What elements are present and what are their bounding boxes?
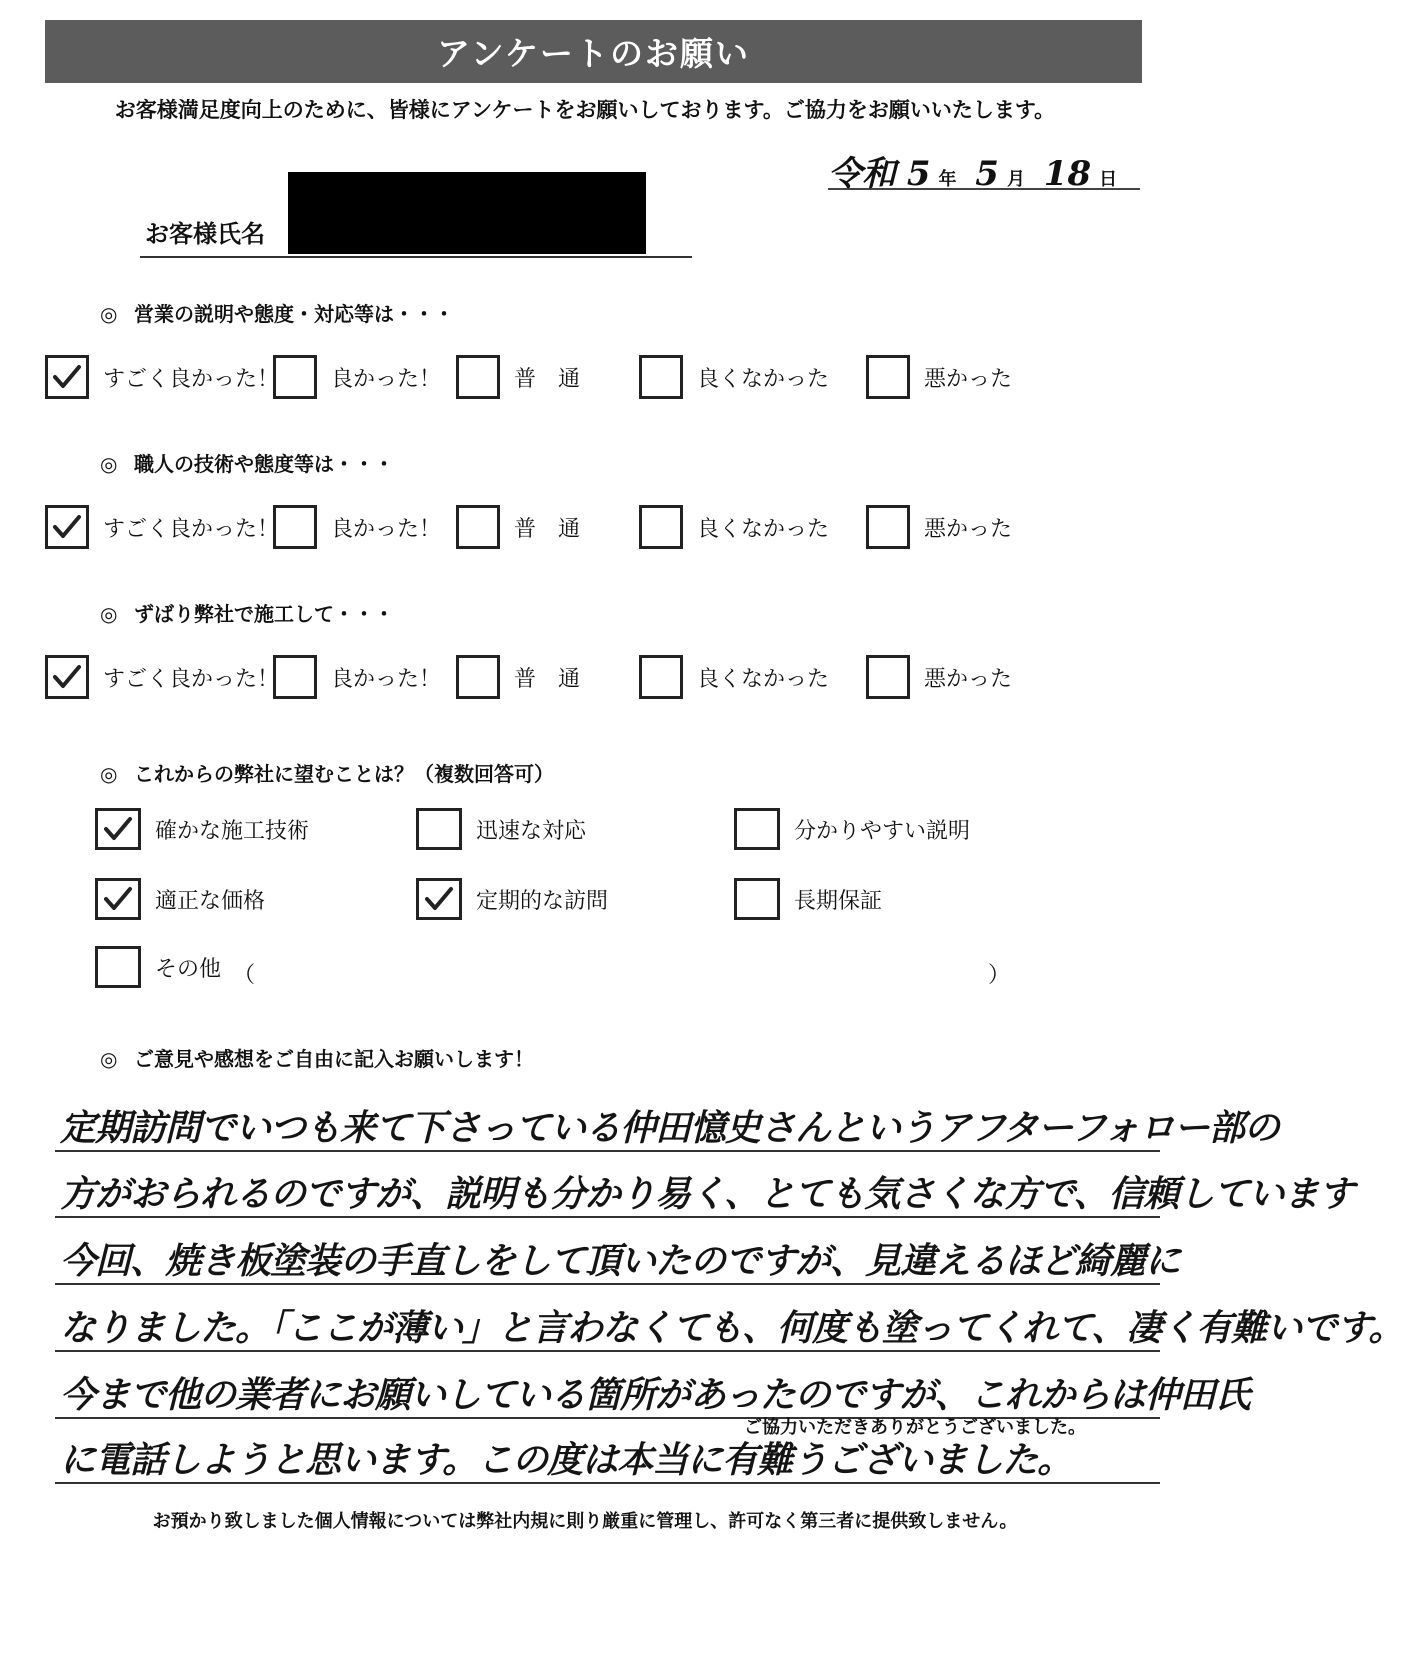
rating-option[interactable] <box>639 505 829 549</box>
wish-option[interactable] <box>416 808 586 850</box>
wish-option-label: 分かりやすい説明 <box>794 818 971 844</box>
checkbox-checked[interactable] <box>45 655 89 699</box>
checkmark-icon <box>424 886 454 912</box>
comment-underline <box>55 1283 1160 1285</box>
rating-option[interactable] <box>456 505 580 549</box>
wish-option[interactable] <box>734 808 970 850</box>
wish-option-label: 長期保証 <box>794 888 883 914</box>
rating-option-label: すごく良かった！ <box>103 366 280 392</box>
rating-option-label: すごく良かった！ <box>103 666 280 692</box>
checkbox[interactable] <box>639 505 683 549</box>
comments-heading: ◎ ご意見や感想をご自由に記入お願いします！ <box>100 1047 534 1071</box>
rating-option[interactable] <box>639 355 829 399</box>
wish-option[interactable] <box>95 878 265 920</box>
rating-option[interactable] <box>273 655 441 699</box>
checkbox[interactable] <box>95 946 141 988</box>
date-day: 18 <box>1043 154 1092 194</box>
wish-option-label: 確かな施工技術 <box>155 818 310 844</box>
rating-option-label: 良くなかった <box>697 516 830 542</box>
comment-line-text: 今まで他の業者にお願いしている箇所があったのですが、これからは仲田氏 <box>60 1374 1250 1416</box>
checkbox[interactable] <box>866 355 910 399</box>
rating-option-label: 良かった！ <box>331 666 442 692</box>
comment-underline <box>55 1150 1160 1152</box>
rating-option-label: 良かった！ <box>331 366 442 392</box>
customer-name-underline <box>140 256 692 258</box>
checkbox[interactable] <box>456 505 500 549</box>
rating-option[interactable] <box>273 505 441 549</box>
checkmark-icon <box>52 514 82 540</box>
rating-option-label: 悪かった <box>924 666 1013 692</box>
rating-option-label: 普 通 <box>514 666 581 692</box>
checkbox[interactable] <box>734 878 780 920</box>
checkbox[interactable] <box>866 505 910 549</box>
rating-option[interactable] <box>866 355 1012 399</box>
comment-underline <box>55 1482 1160 1484</box>
customer-name-label: お客様氏名 <box>145 220 265 248</box>
rating-option-label: 良くなかった <box>697 666 830 692</box>
checkbox[interactable] <box>639 655 683 699</box>
rating-option-label: すごく良かった！ <box>103 516 280 542</box>
checkbox[interactable] <box>734 808 780 850</box>
question-heading-text: 職人の技術や態度等は・・・ <box>134 452 394 476</box>
question-heading-text: 営業の説明や態度・対応等は・・・ <box>134 302 454 326</box>
comment-line-text: 今回、焼き板塗装の手直しをして頂いたのですが、見違えるほど綺麗に <box>60 1240 1181 1282</box>
rating-option-label: 悪かった <box>924 516 1013 542</box>
double-circle-icon: ◎ <box>100 452 118 476</box>
double-circle-icon: ◎ <box>100 602 118 626</box>
question-heading <box>100 448 394 477</box>
wish-option[interactable] <box>734 878 882 920</box>
rating-option-label: 良くなかった <box>697 366 830 392</box>
double-circle-icon: ◎ <box>100 302 118 326</box>
wish-option-label: 迅速な対応 <box>476 818 587 844</box>
intro-text: お客様満足度向上のために、皆様にアンケートをお願いしております。ご協力をお願いいたします。 <box>114 98 1056 122</box>
checkmark-icon <box>103 816 133 842</box>
checkbox[interactable] <box>416 808 462 850</box>
wish-option[interactable] <box>95 946 221 988</box>
checkbox-checked[interactable] <box>95 808 141 850</box>
wish-option[interactable] <box>95 808 309 850</box>
wishes-heading: ◎ これからの弊社に望むことは？（複数回答可） <box>100 762 554 786</box>
question-heading-text: ずばり弊社で施工して・・・ <box>134 602 394 626</box>
rating-option-label: 良かった！ <box>331 516 442 542</box>
rating-option-label: 普 通 <box>514 366 581 392</box>
rating-option[interactable] <box>456 655 580 699</box>
rating-option[interactable] <box>45 355 279 399</box>
rating-option-label: 悪かった <box>924 366 1013 392</box>
checkmark-icon <box>52 364 82 390</box>
rating-option[interactable] <box>273 355 441 399</box>
checkmark-icon <box>103 886 133 912</box>
wish-option[interactable] <box>416 878 608 920</box>
date-month: 5 <box>975 154 999 194</box>
checkbox[interactable] <box>866 655 910 699</box>
question-heading <box>100 598 394 627</box>
rating-option-label: 普 通 <box>514 516 581 542</box>
date-year: 5 <box>906 154 931 194</box>
checkbox[interactable] <box>273 655 317 699</box>
privacy-notice: お預かり致しました個人情報については弊社内規に則り厳重に管理し、許可なく第三者に提供致しません。 <box>152 1511 1018 1532</box>
double-circle-icon: ◎ <box>100 1047 118 1071</box>
rating-option[interactable] <box>866 655 1012 699</box>
comment-line-text: に電話しようと思います。この度は本当に有難うございました。 <box>60 1439 1073 1481</box>
comment-line-text: 方がおられるのですが、説明も分かり易く、とても気さくな方で、信頼しています <box>60 1173 1354 1215</box>
checkbox-checked[interactable] <box>45 355 89 399</box>
rating-option[interactable] <box>45 655 279 699</box>
date-era: 令和 <box>828 154 896 194</box>
wish-option-label: 定期的な訪問 <box>476 888 609 914</box>
thanks-text: ご協力いただきありがとうございました。 <box>744 1417 1086 1438</box>
date-year-unit: 年 <box>938 169 957 190</box>
checkmark-icon <box>52 664 82 690</box>
survey-title: アンケートのお願い <box>45 20 1142 83</box>
checkbox-checked[interactable] <box>416 878 462 920</box>
date-field[interactable] <box>828 146 1140 194</box>
other-paren-open: （ <box>233 963 256 988</box>
comment-line-text: なりました。「ここが薄い」と言わなくても、何度も塗ってくれて、凄く有難いです。 <box>60 1307 1403 1349</box>
other-paren-close: ） <box>988 963 1011 988</box>
checkbox[interactable] <box>639 355 683 399</box>
checkbox-checked[interactable] <box>45 505 89 549</box>
checkbox[interactable] <box>456 655 500 699</box>
checkbox-checked[interactable] <box>95 878 141 920</box>
rating-option[interactable] <box>456 355 580 399</box>
comment-underline <box>55 1350 1160 1352</box>
double-circle-icon: ◎ <box>100 762 118 786</box>
rating-option[interactable] <box>639 655 829 699</box>
comment-line-text: 定期訪問でいつも来て下さっている仲田憶史さんというアフターフォロー部の <box>60 1107 1279 1149</box>
question-heading <box>100 298 454 327</box>
date-month-unit: 月 <box>1006 169 1025 190</box>
checkbox[interactable] <box>273 355 317 399</box>
date-day-unit: 日 <box>1099 169 1118 190</box>
wish-option-label: その他 <box>155 956 222 982</box>
comment-underline <box>55 1216 1160 1218</box>
checkbox[interactable] <box>273 505 317 549</box>
wish-option-label: 適正な価格 <box>155 888 266 914</box>
redacted-name-field[interactable] <box>288 172 646 254</box>
rating-option[interactable] <box>45 505 279 549</box>
rating-option[interactable] <box>866 505 1012 549</box>
checkbox[interactable] <box>456 355 500 399</box>
